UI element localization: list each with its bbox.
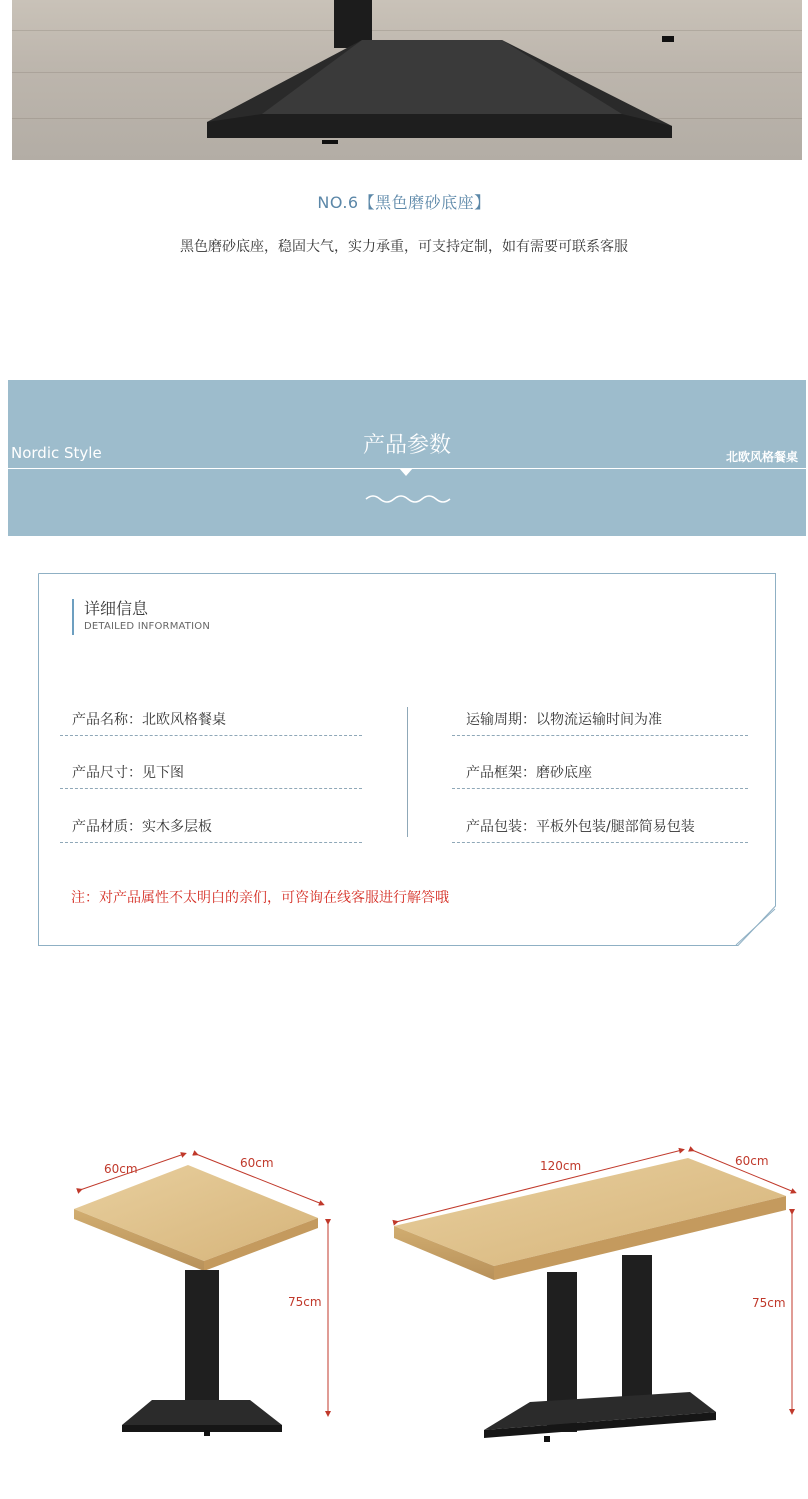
wave-icon	[364, 492, 452, 506]
large-table-depth-label: 60cm	[735, 1154, 769, 1168]
large-table-height-label: 75cm	[752, 1296, 786, 1310]
banner-right-text: 北欧风格餐桌	[725, 450, 798, 464]
spec-product-size: 产品尺寸：见下图	[60, 762, 362, 789]
black-frosted-base	[202, 36, 677, 144]
tables-drawing	[0, 1130, 808, 1499]
info-heading-en: DETAILED INFORMATION	[84, 621, 211, 632]
large-table-length-label: 120cm	[540, 1159, 582, 1173]
small-table-depth-label: 60cm	[104, 1162, 138, 1176]
customer-service-note: 注：对产品属性不太明白的亲们，可咨询在线客服进行解答哦	[71, 890, 449, 906]
spec-product-frame: 产品框架：磨砂底座	[452, 762, 748, 789]
table-dimension-illustration	[0, 1130, 808, 1499]
spec-product-material: 产品材质：实木多层板	[60, 816, 362, 843]
base-caption-title: NO.6【黑色磨砂底座】	[317, 193, 491, 212]
base-caption-description: 黑色磨砂底座，稳固大气，实力承重，可支持定制，如有需要可联系客服	[180, 239, 628, 255]
info-heading-zh: 详细信息	[84, 599, 149, 618]
info-heading	[72, 599, 210, 635]
banner-title: 产品参数	[362, 433, 451, 458]
spec-product-name: 产品名称：北欧风格餐桌	[60, 709, 362, 736]
small-table-width-label: 60cm	[240, 1156, 274, 1170]
table-base-photo	[12, 0, 802, 160]
large-table	[394, 1150, 794, 1442]
small-table-height-label: 75cm	[288, 1295, 322, 1309]
spec-column-divider	[407, 707, 408, 837]
detailed-info-card	[38, 573, 776, 946]
banner-left-text: Nordic Style	[11, 444, 102, 462]
down-triangle-icon	[399, 468, 413, 476]
product-params-banner	[8, 380, 806, 536]
spec-product-packaging: 产品包装：平板外包装/腿部简易包装	[452, 816, 748, 843]
spec-shipping-period: 运输周期：以物流运输时间为准	[452, 709, 748, 736]
